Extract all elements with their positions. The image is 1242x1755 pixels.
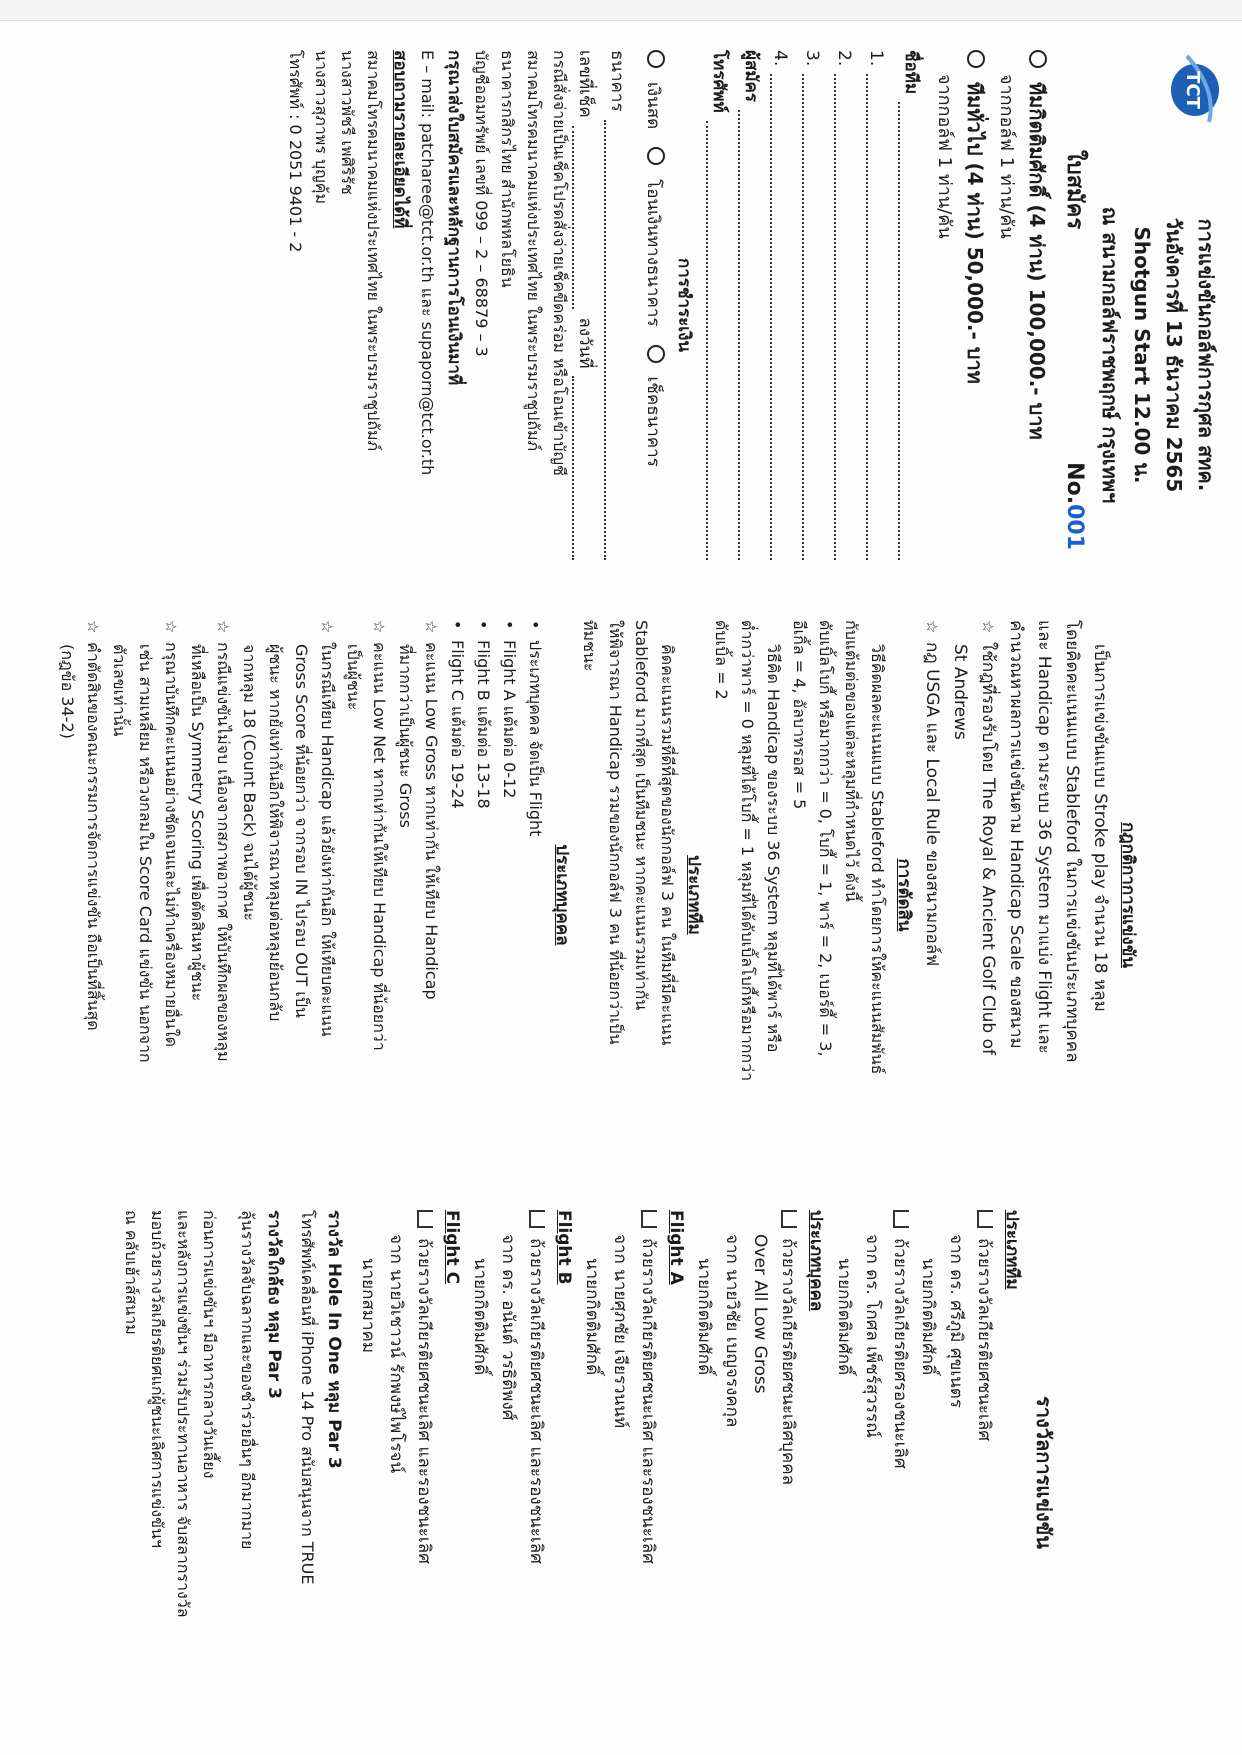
- star-icon: ☆: [84, 620, 102, 634]
- award-text: ถ้วยรางวัลเกียรติยศรองชนะเลิศ: [890, 1238, 910, 1469]
- player-field-2[interactable]: [834, 50, 866, 560]
- payment-cheque[interactable]: [636, 345, 670, 467]
- rules-intro-3: และ Handicap ตามระบบ 36 System มาแบ่ง Flight และ: [1034, 620, 1054, 1054]
- star-icon: ☆: [422, 620, 440, 634]
- form-number-label: No.: [1062, 462, 1087, 505]
- payment-note-1: กรณีสั่งจ่ายเป็นเช็คโปรดสั่งจ่ายเช็คขีดคร่อม หรือโอนเข้าบัญชี: [550, 50, 569, 476]
- team-rule-1: คิดคะแนนรวมที่ดีที่สุดของนักกอล์ฟ 3 คน ในทีมที่มีคะแนน: [658, 644, 677, 1046]
- rules-column: [58, 610, 1242, 1180]
- award-item: [410, 1210, 438, 1735]
- award-from: จาก ดร. โกศล เพ็ชร์สุวรรณ์: [862, 1234, 882, 1438]
- individual-rules-title: ประเภทบุคคล: [552, 844, 572, 946]
- contact-person-2: นางสาวสุภาพร บุญคุ้ม: [312, 50, 331, 205]
- trophy-icon: [977, 1210, 993, 1228]
- rule-royal-cont: St Andrews: [950, 644, 970, 740]
- award-item: [886, 1210, 914, 1735]
- cheque-field[interactable]: [572, 50, 604, 560]
- payment-transfer-label: โอนเงินทางธนาคาร: [643, 179, 663, 327]
- scoring-title: การตัดสิน: [894, 858, 914, 932]
- award-from-title: นายกกิตติมศักดิ์: [834, 1258, 854, 1376]
- rule-royal-text: ใช้กฎที่รองรับโดย The Royal & Ancient Golf Club of: [978, 642, 998, 1055]
- event-date: วันอังคารที่ 13 ธันวาคม 2565: [1162, 217, 1186, 493]
- scoring-line-4: อีเกิ้ล = 4, อัลบาทรอส = 5: [790, 620, 809, 810]
- award-from: จาก ดร. อนันต์ วรธิติพงศ์: [498, 1234, 518, 1421]
- blank-line[interactable]: [572, 126, 594, 310]
- awards-team-title: ประเภททีม: [1002, 1210, 1022, 1290]
- star-rule-5-cont: ตัวเลขเท่านั้น: [110, 644, 129, 737]
- phone-label: โทรศัพท์: [709, 50, 729, 113]
- rules-intro-4: คำนวณหาผลการแข่งขันตาม Handicap Scale ของสนาม: [1006, 620, 1026, 1049]
- team-rules-title: ประเภททีม: [684, 855, 704, 935]
- phone-field[interactable]: [706, 50, 738, 560]
- flight-text: Flight B แต้มต่อ 13-18: [474, 640, 493, 809]
- payment-title: การชำระเงิน: [674, 257, 694, 353]
- award-scope: Over All Low Gross: [750, 1234, 770, 1394]
- scan-top-band: [0, 0, 1242, 21]
- team-rule-2: Stableford มากที่สุด เป็นทีมชนะ หากคะแนนรวมเท่ากัน: [632, 620, 651, 1011]
- lucky-draw: ลุ้นรางวัลจับฉลากและของชำร่วยอื่นๆ อีกมากมาย: [238, 1210, 257, 1550]
- player-field-3[interactable]: [802, 50, 834, 560]
- flight-a-title: Flight A: [666, 1210, 686, 1285]
- payment-note-2: สมาคมโทรคมนาคมแห่งประเทศไทย ในพระบรมราชูปถัมภ์: [524, 50, 543, 452]
- scoring-line-1: วิธีคิดผลคะแนนแบบ Stableford ทำโดยการให้คะแนนสัมพันธ์: [868, 644, 887, 1075]
- bullet-icon: •: [526, 620, 545, 630]
- payment-transfer[interactable]: [636, 147, 670, 326]
- email-line: E – mail: patcharee@tct.or.th และ supaporn@tct.or.th: [418, 50, 437, 476]
- blank-line[interactable]: [834, 74, 856, 560]
- closing-line-2: และหลังการแข่งขันฯ ร่วมรับประทานอาหาร จับสลากรางวัล: [174, 1210, 193, 1618]
- bullet-icon: •: [448, 620, 467, 630]
- star-rule-text: กรณีแข่งขันไม่จบ เนื่องจากสภาพอากาศ ให้บันทึกผลของหลุม: [214, 642, 233, 1062]
- flight-text: Flight C แต้มต่อ 19-24: [448, 640, 467, 809]
- award-from: จาก นายวิเชาวน์ รักพงษ์ไพโรจน์: [386, 1234, 406, 1474]
- star-icon: ☆: [979, 620, 997, 634]
- payment-cash[interactable]: [636, 50, 670, 129]
- closing-line-1: ก่อนการแข่งขันฯ มีอาหารกลางวันเลี้ยง: [200, 1210, 219, 1479]
- award-item: [634, 1210, 662, 1735]
- flight-text: ประเภทบุคคล จัดเป็น Flight: [526, 640, 545, 837]
- payment-note-3: ธนาคารกสิกรไทย สำนักพหลโยธิน: [498, 50, 517, 288]
- option-general-label: ทีมทั่วไป (4 ท่าน) 50,000.- บาท: [963, 82, 987, 384]
- hole-in-one-title: รางวัล Hole In One หลุม Par 3: [324, 1210, 344, 1469]
- star-icon: ☆: [318, 620, 336, 634]
- award-from: จาก นายวิชัย เบญจรงคกุล: [722, 1234, 742, 1428]
- star-rule-4: [210, 620, 236, 1170]
- form-title: ใบสมัคร: [1062, 150, 1087, 230]
- event-venue: ณ สนามกอล์ฟราชพฤกษ์ กรุงเทพฯ: [1098, 206, 1122, 504]
- flight-c-title: Flight C: [442, 1210, 462, 1285]
- star-rule-text: คะแนน Low Net หากเท่ากันให้เทียบ Handicap ที่น้อยกว่า: [370, 642, 389, 1051]
- rule-royal: [974, 620, 1002, 1170]
- award-from-title: นายกกิตติมศักดิ์: [918, 1258, 938, 1376]
- star-rule-3-cont: Gross Score ที่น้อยกว่า จากรอบ IN ไปรอบ OUT เป็น: [292, 644, 311, 1018]
- option-honorary-sub: จากกอล์ฟ 1 ท่าน/คัน: [996, 74, 1017, 239]
- award-from: จาก ดร. ศรีภูมิ ศุขเนตร: [946, 1234, 966, 1408]
- rule-usga: [918, 620, 946, 1170]
- star-rule-1: [418, 620, 444, 1170]
- awards-title: รางวัลการแข่งขัน: [1032, 1396, 1056, 1549]
- star-rule-text: คะแนน Low Gross หากเท่ากัน ให้เทียบ Handicap: [422, 642, 441, 1000]
- form-number-value: 001: [1062, 504, 1087, 550]
- shotgun-time: Shotgun Start 12.00 น.: [1130, 226, 1154, 484]
- award-text: ถ้วยรางวัลเกียรติยศชนะเลิศ และรองชนะเลิศ: [526, 1238, 546, 1564]
- star-icon: ☆: [162, 620, 180, 634]
- send-proof-instruction: กรุณาส่งใบสมัครและหลักฐานการโอนเงินมาที่: [444, 50, 464, 386]
- star-rule-5-cont: เช่น สามเหลี่ยม หรือวงกลมใน Score Card แข่งขัน นอกจาก: [136, 644, 155, 1063]
- flight-b-title: Flight B: [554, 1210, 574, 1285]
- option-general-team[interactable]: [958, 50, 992, 560]
- award-from-title: นายกกิตติมศักดิ์: [470, 1258, 490, 1376]
- option-honorary-team[interactable]: [1020, 50, 1054, 560]
- award-from-title: นายกกิตติมศักดิ์: [582, 1258, 602, 1376]
- star-rule-text: คำตัดสินของคณะกรรมการจัดการแข่งขัน ถือเป็นที่สิ้นสุด: [84, 642, 103, 1031]
- team-rule-4: ทีมชนะ: [580, 620, 599, 672]
- handicap-line-1: วิธีคิด Handicap ของระบบ 36 System หลุมที่ได้พาร์ หรือ: [764, 644, 783, 1053]
- award-text: ถ้วยรางวัลเกียรติยศชนะเลิศ และรองชนะเลิศ: [414, 1238, 434, 1564]
- award-item: [774, 1210, 802, 1735]
- svg-text:TCT: TCT: [1182, 71, 1203, 109]
- applicant-field[interactable]: [738, 50, 770, 560]
- contact-org: สมาคมโทรคมนาคมแห่งประเทศไทย ในพระบรมราชูปถัมภ์: [364, 50, 383, 452]
- award-from: จาก นายศุภชัย เจียรวนนท์: [610, 1234, 630, 1429]
- payment-cheque-label: เช็คธนาคาร: [643, 376, 663, 467]
- form-number: [1054, 462, 1094, 550]
- star-icon: ☆: [214, 620, 232, 634]
- star-rule-6: [80, 620, 106, 1170]
- flight-item: [522, 620, 548, 1170]
- event-header: [1094, 150, 1222, 560]
- blank-line[interactable]: [706, 121, 728, 560]
- trophy-icon: [641, 1210, 657, 1228]
- account-number: บัญชีออมทรัพย์ เลขที่ 099 – 2 – 68879 – 3: [472, 50, 491, 357]
- radio-circle-icon[interactable]: [1029, 50, 1047, 68]
- radio-circle-icon[interactable]: [647, 147, 665, 165]
- team-name-label: ชื่อทีม: [901, 50, 921, 95]
- blank-line[interactable]: [866, 74, 888, 560]
- option-general-sub: จากกอล์ฟ 1 ท่าน/คัน: [934, 74, 955, 239]
- bullet-icon: •: [500, 620, 519, 630]
- contact-person-1: นางสาวพัชรี เพศิริรัช: [338, 50, 357, 195]
- closing-line-3: มอบถ้วยรางวัลเกียรติยศแก่ผู้ชนะเลิศการแข่งขันฯ: [148, 1210, 167, 1548]
- rules-title: กฎกติกาการแข่งขัน: [1118, 822, 1138, 968]
- player-number: 2.: [834, 50, 854, 67]
- award-text: ถ้วยรางวัลเกียรติยศชนะเลิศ และรองชนะเลิศ: [638, 1238, 658, 1564]
- contact-phone: โทรศัพท์ : 0 2051 9401 - 2: [286, 50, 305, 253]
- star-icon: ☆: [923, 620, 941, 634]
- nearest-pin-title: รางวัลใกล้ธง หลุม Par 3: [264, 1210, 284, 1399]
- blank-line[interactable]: [770, 74, 792, 560]
- star-rule-6-cont: (กฎข้อ 34-2): [58, 644, 77, 739]
- trophy-icon: [417, 1210, 433, 1228]
- trophy-icon: [529, 1210, 545, 1228]
- bank-label: ธนาคาร: [607, 50, 627, 112]
- flight-item: [444, 620, 470, 1170]
- scoring-line-2: กับแต้มต่อของแต่ละหลุมที่กำหนดไว้ ดังนี้: [842, 620, 861, 902]
- star-rule-1-cont: ที่มากกว่าเป็นผู้ชนะ Gross: [396, 644, 415, 828]
- handicap-line-3: ดับเบิ้ล = 2: [712, 620, 731, 700]
- star-rule-4-cont: ที่เหลือเป็น Symmetry Scoring เพื่อตัดสินหาผู้ชนะ: [188, 644, 207, 1002]
- rule-usga-text: กฎ USGA และ Local Rule ของสนามกอล์ฟ: [922, 642, 942, 967]
- star-icon: ☆: [370, 620, 388, 634]
- closing-line-4: ณ คลับเฮ้าส์สนาม: [122, 1210, 141, 1335]
- award-item: [522, 1210, 550, 1735]
- flight-item: [470, 620, 496, 1170]
- blank-line[interactable]: [738, 110, 760, 560]
- star-rule-2-cont: เป็นผู้ชนะ: [344, 644, 363, 711]
- radio-circle-icon[interactable]: [647, 50, 665, 68]
- star-rule-3-cont: จากหลุม 18 (Count Back) จนได้ผู้ชนะ: [240, 644, 259, 922]
- player-number: 4.: [770, 50, 790, 67]
- bullet-icon: •: [474, 620, 493, 630]
- blank-line[interactable]: [802, 74, 824, 560]
- awards-column: [72, 1200, 1242, 1745]
- flight-item: [496, 620, 522, 1170]
- form-title-row: [1054, 50, 1094, 560]
- option-honorary-label: ทีมกิตติมศักดิ์ (4 ท่าน) 100,000.- บาท: [1025, 82, 1049, 440]
- award-from-title: นายกสมาคม: [358, 1258, 378, 1354]
- contact-title: สอบถามรายละเอียดได้ที่: [390, 50, 410, 229]
- application-form: [72, 30, 1242, 590]
- handicap-line-2: ต่ำกว่าพาร์ = 0 หลุมที่ได้โบกี้ = 1 หลุมที่ได้ดับเบิ้ลโบกี้หรือมากกว่า: [738, 620, 757, 1082]
- player-number: 3.: [802, 50, 822, 67]
- scoring-line-3: ดับเบิ้ลโบกี้ หรือมากกว่า = 0, โบกี้ = 1, พาร์ = 2, เบอร์ดี้ = 3,: [816, 620, 835, 1057]
- team-rule-3: ให้พิจารณา Handicap รวมของนักกอล์ฟ 3 คน ที่น้อยกว่าเป็น: [606, 620, 625, 1045]
- payment-options: [636, 50, 670, 560]
- awards-individual-title: ประเภทบุคคล: [806, 1210, 826, 1312]
- blank-line[interactable]: [604, 120, 626, 560]
- star-rule-text: กรุณาบันทึกคะแนนอย่างชัดเจนและไม่ทำเครื่องหมายอื่นใด: [162, 642, 181, 1047]
- award-text: ถ้วยรางวัลเกียรติยศชนะเลิศบุคคล: [778, 1238, 798, 1485]
- blank-line[interactable]: [572, 376, 594, 560]
- player-number: 1.: [866, 50, 886, 67]
- tct-logo-icon: [1167, 50, 1227, 125]
- award-item: [970, 1210, 998, 1735]
- hole-in-one-desc: โทรศัพท์เคลื่อนที่ iPhone 14 Pro สนับสนุนจาก TRUE: [298, 1210, 317, 1585]
- radio-circle-icon[interactable]: [967, 50, 985, 68]
- trophy-icon: [893, 1210, 909, 1228]
- team-name-field[interactable]: [898, 50, 930, 560]
- star-rule-5: [158, 620, 184, 1170]
- rules-intro-2: โดยคิดคะแนนแบบ Stableford ในการแข่งขันประเภทบุคคล: [1062, 620, 1082, 1063]
- payment-cash-label: เงินสด: [643, 82, 663, 130]
- player-field-4[interactable]: [770, 50, 802, 560]
- blank-line[interactable]: [898, 102, 920, 560]
- rules-intro-1: เป็นการแข่งขันแบบ Stroke play จำนวน 18 หลุม: [1090, 644, 1110, 1012]
- star-rule-3: [314, 620, 340, 1170]
- applicant-label: ผู้สมัคร: [741, 50, 761, 103]
- star-rule-text: ในกรณีเทียบ Handicap แล้วยังเท่ากันอีก ให้เทียบคะแนน: [318, 642, 337, 1037]
- award-text: ถ้วยรางวัลเกียรติยศชนะเลิศ: [974, 1238, 994, 1442]
- star-rule-2: [366, 620, 392, 1170]
- cheque-no-label: เลขที่เช็ค: [575, 50, 595, 118]
- cheque-date-label: ลงวันที่: [575, 317, 595, 369]
- star-rule-3-cont: ผู้ชนะ หากยังเท่ากันอีกให้พิจารณาหลุมต่อหลุมย้อนกลับ: [266, 644, 285, 1022]
- event-title: การแข่งขันกอล์ฟการกุศล สทค.: [1194, 218, 1218, 492]
- radio-circle-icon[interactable]: [647, 345, 665, 363]
- award-from-title: นายกกิตติมศักดิ์: [694, 1258, 714, 1376]
- trophy-icon: [781, 1210, 797, 1228]
- rotated-brochure: [58, 30, 1242, 1745]
- player-field-1[interactable]: [866, 50, 898, 560]
- flight-text: Flight A แต้มต่อ 0-12: [500, 640, 519, 799]
- bank-field[interactable]: [604, 50, 636, 560]
